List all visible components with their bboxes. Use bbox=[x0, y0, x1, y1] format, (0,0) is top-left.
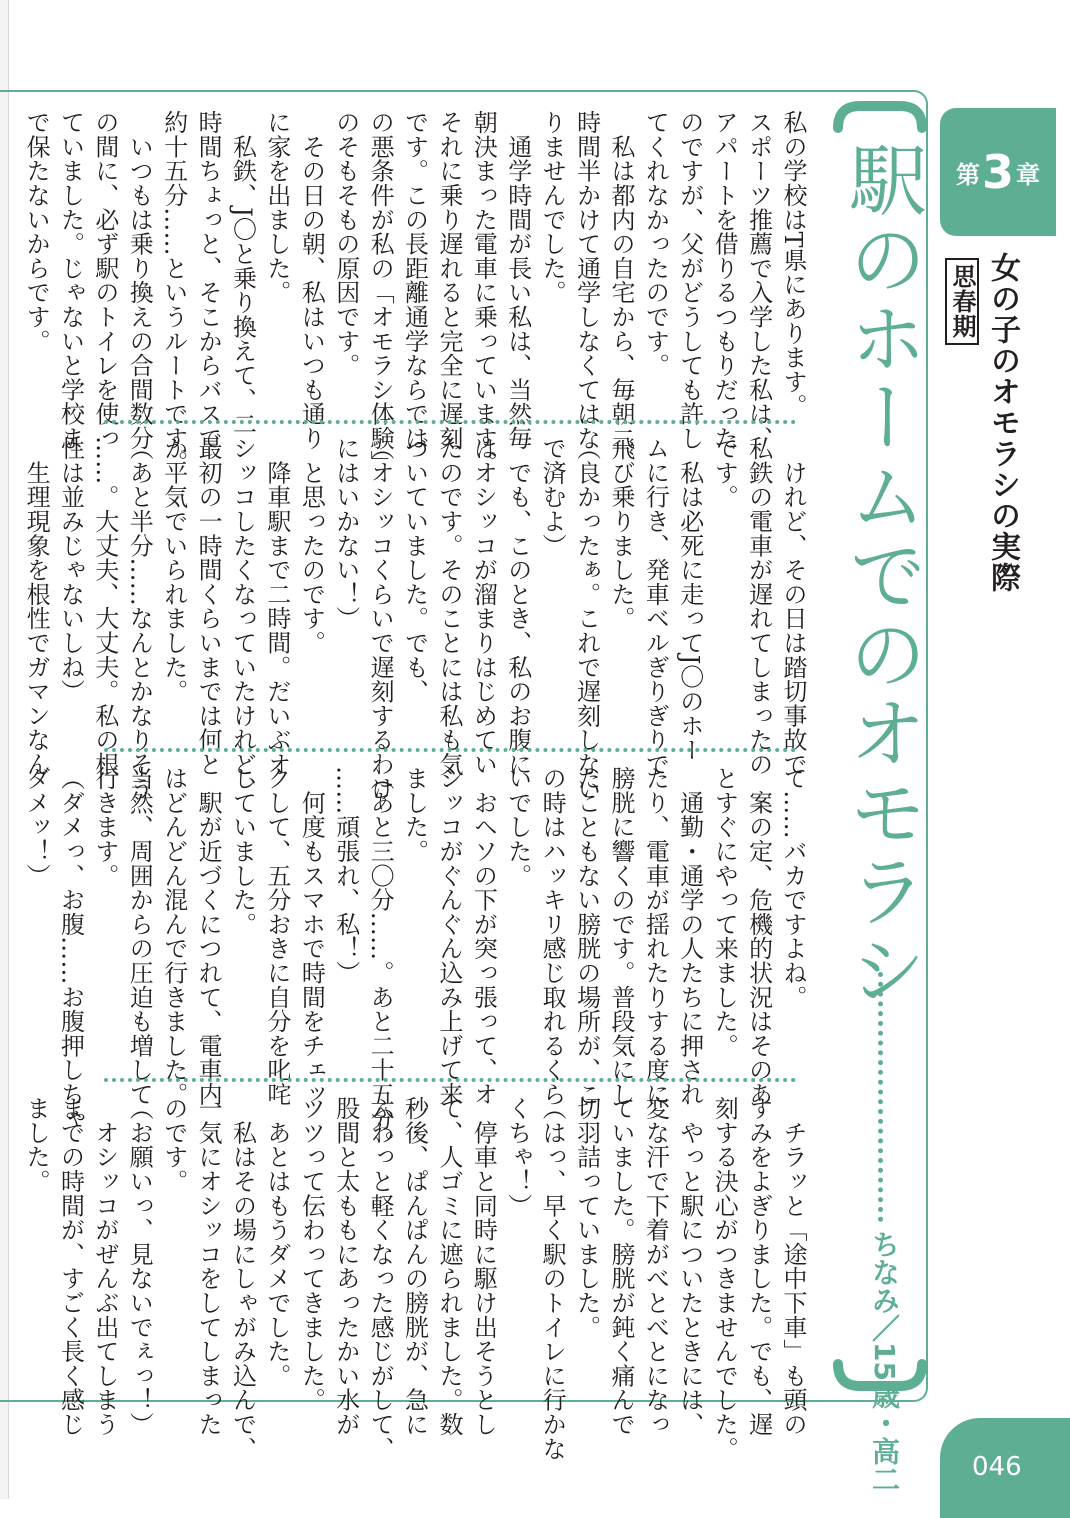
text-line: 行きます。 bbox=[90, 766, 119, 888]
chapter-tab bbox=[940, 108, 1056, 236]
body-tier-1 bbox=[22, 110, 810, 475]
text-line: に家を出ました。 bbox=[262, 110, 291, 305]
text-line: 時間ちょっと、そこからバスで bbox=[194, 110, 223, 451]
text-line: の間に、必ず駅のトイレを使っ bbox=[90, 110, 119, 451]
text-line: 私の学校はT県にあります。 bbox=[779, 110, 807, 418]
text-line: で済むよ） bbox=[538, 436, 567, 558]
section-title bbox=[948, 252, 1024, 612]
text-line: 変な汗で下着がべとべとになっ bbox=[641, 1096, 670, 1437]
text-line: ました。 bbox=[22, 1096, 51, 1194]
text-line: クして、五分おきに自分を叱咤 bbox=[262, 766, 291, 1107]
text-line: していました。 bbox=[228, 766, 257, 937]
text-line: （あと半分……なんとかなりそう bbox=[125, 436, 154, 801]
text-line: 通学時間が長い私は、当然毎 bbox=[503, 110, 532, 451]
chapter-suffix: 章 bbox=[1016, 160, 1040, 189]
section-subtitle: 思春期 bbox=[945, 258, 979, 345]
author-line: ちなみ／15歳・高二 bbox=[868, 1230, 901, 1493]
text-line: 当然、周囲からの圧迫も増して bbox=[125, 766, 154, 1107]
text-line: の時はハッキリ感じ取れるくら bbox=[538, 766, 567, 1107]
text-line: でも、このとき、私のお腹に bbox=[503, 436, 532, 777]
text-line: いつもは乗り換えの合間数分 bbox=[125, 110, 154, 451]
text-line: 最初の一時間くらいまでは何と bbox=[194, 436, 223, 777]
text-line: はオシッコが溜まりはじめてい bbox=[469, 436, 498, 777]
text-line: スポーツ推薦で入学した私は、 bbox=[744, 110, 773, 451]
text-line: 股間と太ももにあったかい水が bbox=[331, 1096, 360, 1437]
text-line: 生理現象を根性でガマンなん bbox=[22, 436, 51, 777]
text-line: づいていました。でも、 bbox=[400, 436, 429, 704]
text-line: ました。 bbox=[400, 766, 429, 864]
text-line: と思ったのです。 bbox=[297, 436, 326, 655]
text-line: 膀胱に響くのです。普段気にし bbox=[606, 766, 635, 1107]
title-bracket-bottom-icon bbox=[830, 1362, 930, 1392]
text-line: 切羽詰っていました。 bbox=[572, 1096, 601, 1339]
text-line: 私鉄、J〇と乗り換えて、二 bbox=[228, 110, 257, 436]
chapter-prefix: 第 bbox=[955, 160, 980, 189]
text-line: いでした。 bbox=[503, 766, 532, 888]
text-line: 私は都内の自宅から、毎朝二 bbox=[606, 110, 635, 451]
story-title: 駅のホームでのオモラシ bbox=[836, 140, 926, 1009]
text-line: 私は必死に走ってJ〇のホー bbox=[675, 436, 704, 762]
text-line: たこともない膀胱の場所が、こ bbox=[572, 766, 601, 1107]
text-line: か平気でいられました。 bbox=[159, 436, 188, 704]
text-line: 案の定、危機的状況はそのあ bbox=[744, 766, 773, 1107]
tier-divider-1 bbox=[104, 420, 796, 424]
text-line: けれど、その日は踏切事故で bbox=[779, 436, 807, 777]
text-line: （あと三〇分……。あと二十五分。 bbox=[366, 766, 395, 1155]
text-line: のですが、父がどうしても許し bbox=[675, 110, 704, 451]
text-line: 朝決まった電車に乗っています。 bbox=[469, 110, 498, 475]
text-line: やっと駅についたときには、 bbox=[675, 1096, 704, 1437]
text-line: ……。大丈夫、大丈夫。私の根 bbox=[90, 436, 119, 777]
text-line: 刻する決心がつきませんでした。 bbox=[710, 1096, 739, 1461]
text-line: のそもそもの原因です。 bbox=[331, 110, 360, 378]
text-line: すみをよぎりました。でも、遅 bbox=[744, 1096, 773, 1437]
text-line: で保たないからです。 bbox=[22, 110, 51, 353]
tier-divider-3 bbox=[104, 1078, 796, 1082]
text-line: 秒後、ぱんぱんの膀胱が、急に bbox=[400, 1096, 429, 1437]
text-line: 降車駅まで二時間。だいぶオ bbox=[262, 436, 291, 777]
text-line: シッコがぐんぐん込み上げて来 bbox=[434, 766, 463, 1107]
text-line: チラッと「途中下車」も頭の bbox=[779, 1096, 807, 1437]
text-line: はどんどん混んで行きました。 bbox=[159, 766, 188, 1107]
text-line: 駅が近づくにつれて、電車内 bbox=[194, 766, 223, 1107]
text-line: おヘソの下が突っ張って、オ bbox=[469, 766, 498, 1107]
text-line: ていました。じゃないと学校ま bbox=[56, 110, 85, 451]
text-line: 私鉄の電車が遅れてしまったの bbox=[744, 436, 773, 777]
text-line: りませんでした。 bbox=[538, 110, 567, 305]
text-line: ムに行き、発車ベルぎりぎりで bbox=[641, 436, 670, 777]
text-line: たり、電車が揺れたりする度に bbox=[641, 766, 670, 1107]
title-leader-dots bbox=[878, 972, 883, 1222]
text-line: （ダメっ、お腹……お腹押しちゃ bbox=[56, 766, 85, 1131]
text-line: ……頑張れ、私！） bbox=[331, 766, 360, 985]
chapter-number: 3 bbox=[981, 145, 1014, 199]
text-line: までの時間が、すごく長く感じ bbox=[56, 1096, 85, 1437]
text-line: シッコしたくなっていたけれど、 bbox=[228, 436, 257, 801]
tier-divider-2 bbox=[104, 748, 796, 752]
text-line: とすぐにやって来ました。 bbox=[710, 766, 739, 1058]
text-line: てくれなかったのです。 bbox=[641, 110, 670, 378]
text-line: ダメッ！） bbox=[22, 766, 51, 888]
story-title-block bbox=[830, 100, 930, 1493]
text-line: （オシッコくらいで遅刻するわけ bbox=[366, 436, 395, 801]
text-line: 私はその場にしゃがみ込んで、 bbox=[228, 1096, 257, 1461]
text-line: その日の朝、私はいつも通り bbox=[297, 110, 326, 451]
text-line: あとはもうダメでした。 bbox=[262, 1096, 291, 1388]
text-line: のです。 bbox=[159, 1096, 188, 1194]
text-line: アパートを借りるつもりだった bbox=[710, 110, 739, 451]
section-title-text: 女の子のオモラシの実際 bbox=[985, 252, 1020, 593]
text-line: 性は並みじゃないしね） bbox=[56, 436, 85, 704]
body-tier-3 bbox=[22, 766, 810, 1155]
text-line: 停車と同時に駆け出そうとし bbox=[469, 1096, 498, 1437]
text-line: ふわっと軽くなった感じがして、 bbox=[366, 1096, 395, 1461]
text-line: にはいかない！） bbox=[331, 436, 360, 631]
text-line: たのです。そのことには私も気 bbox=[434, 436, 463, 777]
text-line: （良かったぁ。これで遅刻しない bbox=[572, 436, 601, 801]
text-line: ていました。膀胱が鈍く痛んで bbox=[606, 1096, 635, 1437]
body-tier-2 bbox=[22, 436, 810, 801]
text-line: 何度もスマホで時間をチェッ bbox=[297, 766, 326, 1107]
text-line: 約十五分……というルートです。 bbox=[159, 110, 188, 475]
page-number: 046 bbox=[972, 1452, 1022, 1482]
text-line: オシッコがぜんぶ出てしまう bbox=[90, 1096, 119, 1437]
text-line: 飛び乗りました。 bbox=[606, 436, 635, 631]
text-line: の悪条件が私の「オモラシ体験」 bbox=[366, 110, 395, 475]
text-line: 通勤・通学の人たちに押され bbox=[675, 766, 704, 1107]
title-bracket-top-icon bbox=[830, 100, 930, 130]
body-tier-4 bbox=[22, 1096, 810, 1461]
text-line: ツツって伝わってきました。 bbox=[297, 1096, 326, 1412]
text-line: （はっ、早く駅のトイレに行かな bbox=[538, 1096, 567, 1461]
text-line: です。 bbox=[710, 436, 739, 509]
text-line: （お願いっ、見ないでぇっ！） bbox=[125, 1096, 154, 1437]
text-line: て、人ゴミに遮られました。数 bbox=[434, 1096, 463, 1437]
text-line: です。この長距離通学ならでは bbox=[400, 110, 429, 451]
text-line: 時間半かけて通学しなくてはな bbox=[572, 110, 601, 451]
text-line: 一気にオシッコをしてしまった bbox=[194, 1096, 223, 1437]
text-line: て……バカですよね。 bbox=[779, 766, 807, 1009]
text-line: くちゃ！） bbox=[503, 1096, 532, 1218]
text-line: それに乗り遅れると完全に遅刻 bbox=[434, 110, 463, 451]
